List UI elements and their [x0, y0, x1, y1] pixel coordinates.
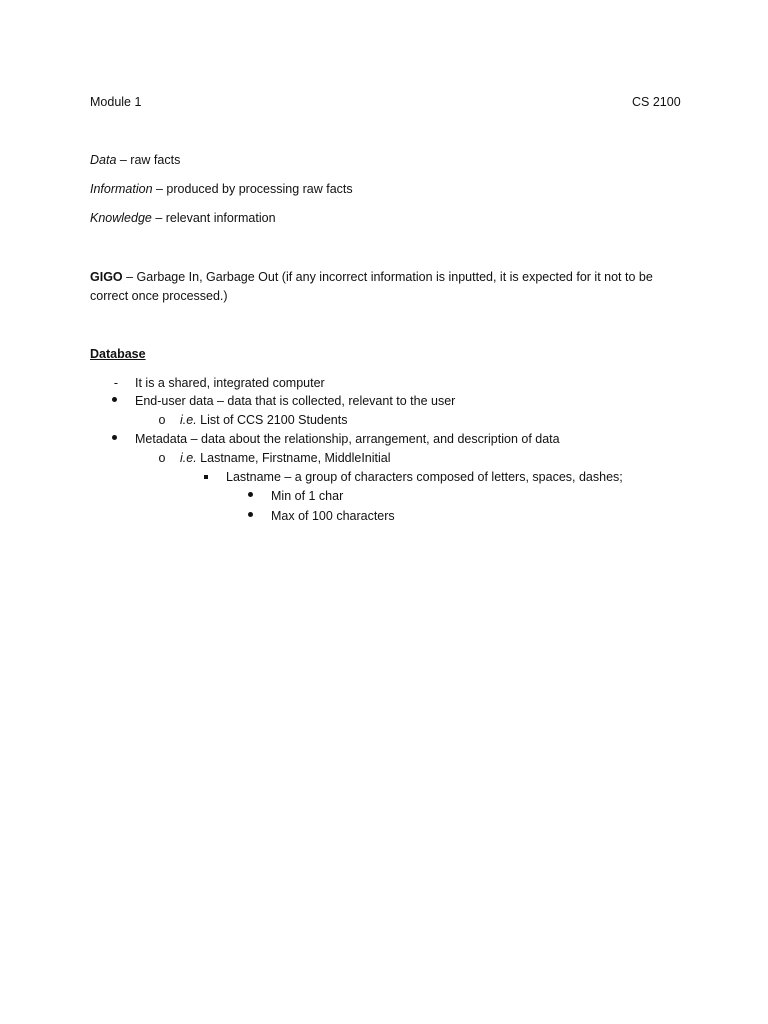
- list-item: [180, 412, 347, 428]
- ie-prefix: i.e.: [180, 413, 197, 427]
- bullet-icon: [112, 435, 117, 440]
- dash-marker: -: [113, 376, 119, 390]
- list-item: Metadata – data about the relationship, arrangement, and description of data: [135, 432, 560, 446]
- gigo-text: – Garbage In, Garbage Out (if any incorrect information is inputted, it is expected for it not to be: [122, 270, 653, 284]
- definition-term: Knowledge: [90, 211, 152, 225]
- definition-term: Information: [90, 182, 153, 196]
- gigo-line-1: [90, 269, 653, 285]
- list-item: End-user data – data that is collected, relevant to the user: [135, 394, 456, 408]
- definition-knowledge: [90, 210, 276, 226]
- list-item: Min of 1 char: [271, 489, 344, 503]
- square-bullet-icon: [204, 475, 208, 479]
- list-item: [180, 450, 391, 466]
- bullet-icon: [248, 512, 253, 517]
- header-module: Module 1: [90, 95, 142, 109]
- definition-text: – produced by processing raw facts: [152, 182, 353, 196]
- list-item: Lastname – a group of characters composed of letters, spaces, dashes;: [226, 470, 623, 484]
- bullet-icon: [112, 397, 117, 402]
- definition-text: – raw facts: [116, 153, 181, 167]
- header-course: CS 2100: [632, 95, 681, 109]
- gigo-term: GIGO: [90, 270, 123, 284]
- definition-term: Data: [90, 153, 117, 167]
- database-heading: Database: [90, 347, 146, 361]
- gigo-line-2: correct once processed.): [90, 289, 228, 303]
- list-item: It is a shared, integrated computer: [135, 376, 325, 390]
- definition-information: [90, 181, 353, 197]
- list-item-text: Lastname, Firstname, MiddleInitial: [196, 451, 391, 465]
- list-item-text: List of CCS 2100 Students: [196, 413, 348, 427]
- bullet-icon: [248, 492, 253, 497]
- ie-prefix: i.e.: [180, 451, 197, 465]
- list-item: Max of 100 characters: [271, 509, 395, 523]
- circle-marker: o: [158, 451, 166, 465]
- circle-marker: o: [158, 413, 166, 427]
- definition-text: – relevant information: [151, 211, 276, 225]
- definition-data: [90, 152, 180, 168]
